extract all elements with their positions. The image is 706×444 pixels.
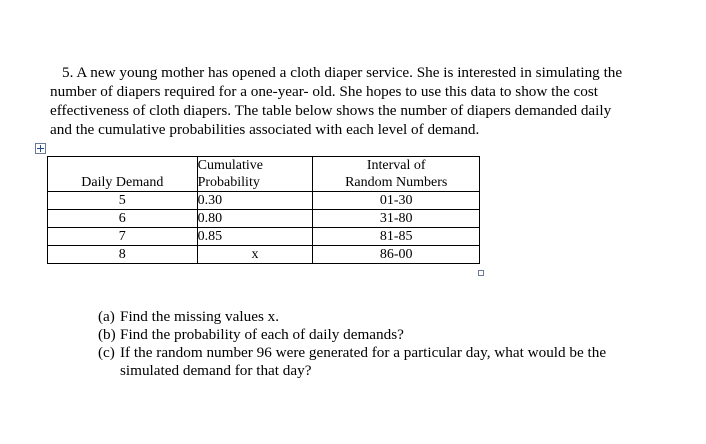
problem-text-line-2: number of diapers required for a one-year- old. She hopes to use this data to show the cost <box>50 83 598 100</box>
cell-interval: 31-80 <box>313 210 480 228</box>
header-cumulative-probability <box>197 157 313 192</box>
resize-handle-icon[interactable] <box>478 270 484 276</box>
question-text: If the random number 96 were generated for a particular day, what would be the simulated demand for that day? <box>120 344 607 379</box>
table-row <box>48 228 480 246</box>
problem-text-line-1: A new young mother has opened a cloth diaper service. She is interested in simulating the <box>76 64 623 81</box>
cell-demand: 8 <box>48 246 198 264</box>
question-item <box>98 326 628 344</box>
question-text: Find the probability of each of daily demands? <box>120 326 404 343</box>
table-row <box>48 246 480 264</box>
header-interval-line-2: Random Numbers <box>345 175 448 190</box>
problem-text-line-4: and the cumulative probabilities associated with each level of demand. <box>50 121 480 138</box>
header-daily-demand: Daily Demand <box>48 157 198 192</box>
question-list <box>98 308 628 380</box>
table-header-row <box>48 157 480 192</box>
table-row <box>48 192 480 210</box>
table-row <box>48 210 480 228</box>
header-interval <box>313 157 480 192</box>
header-cumulative-line-1: Cumulative <box>197 158 263 173</box>
cell-cumulative: 0.85 <box>197 228 313 246</box>
cell-interval: 01-30 <box>313 192 480 210</box>
cell-cumulative: x <box>197 246 313 264</box>
cell-cumulative: 0.30 <box>197 192 313 210</box>
question-label: (c) <box>98 344 115 361</box>
cell-demand: 7 <box>48 228 198 246</box>
cell-interval: 86-00 <box>313 246 480 264</box>
problem-statement <box>50 63 660 139</box>
header-interval-line-1: Interval of <box>366 158 426 173</box>
question-item <box>98 308 628 326</box>
question-label: (b) <box>98 326 116 343</box>
cell-demand: 6 <box>48 210 198 228</box>
cell-interval: 81-85 <box>313 228 480 246</box>
header-cumulative-line-2: Probability <box>197 175 260 190</box>
question-item <box>98 344 628 380</box>
move-handle-icon[interactable] <box>35 143 46 154</box>
demand-table <box>47 156 480 264</box>
cell-demand: 5 <box>48 192 198 210</box>
cell-cumulative: 0.80 <box>197 210 313 228</box>
question-text: Find the missing values x. <box>120 308 280 325</box>
problem-text-line-3: effectiveness of cloth diapers. The table below shows the number of diapers demanded daily <box>50 102 612 119</box>
question-label: (a) <box>98 308 115 325</box>
problem-number: 5. <box>62 64 74 81</box>
